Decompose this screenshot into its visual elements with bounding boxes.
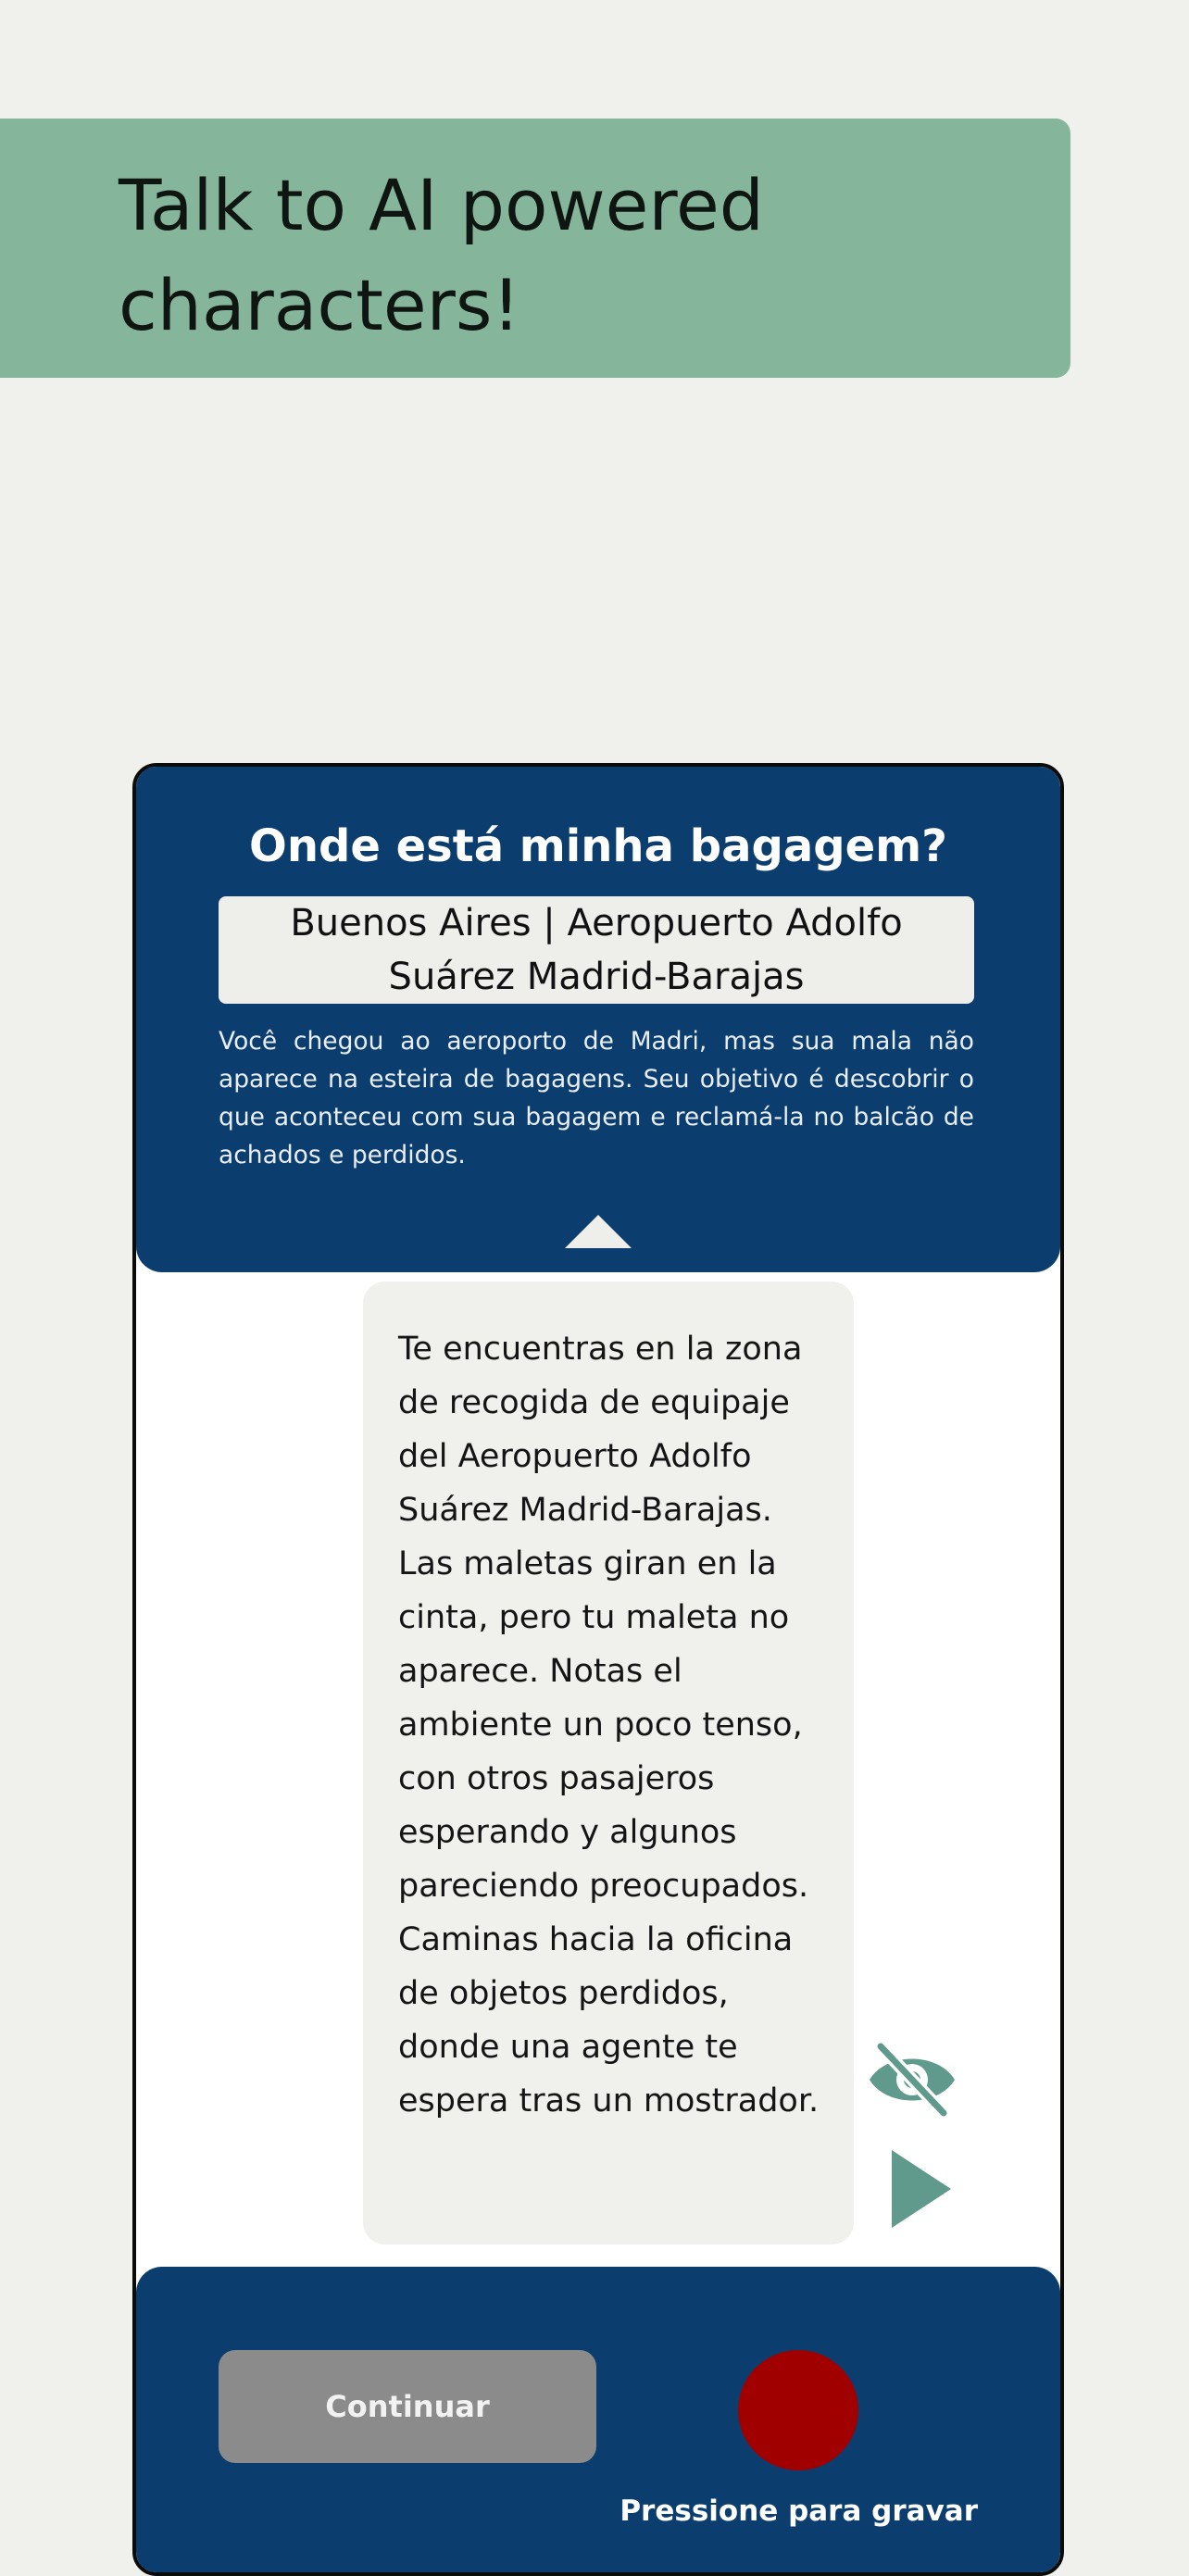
triangle-up-icon <box>561 1211 635 1254</box>
narrator-message-text: Te encuentras en la zona de recogida de equipaje del Aeropuerto Adolfo Suárez Madrid-Barajas. Las maletas giran en la cinta, pero tu maleta no aparece. Notas el ambiente un poco tenso, con otros pasajeros esperando y algunos pareciendo preocupados. Caminas hacia la oficina de objetos perdidos, donde una agente te espera tras un mostrador. <box>398 1331 820 2120</box>
collapse-header-button[interactable] <box>561 1211 635 1254</box>
controls-footer <box>136 2267 1060 2572</box>
promo-banner <box>0 119 1070 378</box>
continue-button[interactable]: Continuar <box>219 2350 596 2463</box>
scenario-description: Você chegou ao aeroporto de Madri, mas sua mala não aparece na esteira de bagagens. Seu objetivo é descobrir o que aconteceu com sua bagagem e reclamá-la no balcão de achados e perdidos. <box>219 1027 974 1169</box>
narrator-message-bubble <box>363 1282 854 2245</box>
scenario-title: Onde está minha bagagem? <box>249 820 947 872</box>
banner-headline: Talk to AI powered characters! <box>119 164 764 346</box>
eye-slash-icon <box>866 2039 958 2119</box>
play-icon <box>888 2146 955 2232</box>
play-audio-button[interactable] <box>888 2146 955 2232</box>
hide-text-button[interactable] <box>866 2039 958 2119</box>
conversation-card <box>132 763 1064 2576</box>
record-button[interactable] <box>738 2350 858 2470</box>
scenario-header <box>136 767 1060 1272</box>
record-hint-label: Pressione para gravar <box>620 2495 978 2528</box>
location-label: Buenos Aires | Aeropuerto Adolfo Suárez Madrid-Barajas <box>219 896 974 1004</box>
